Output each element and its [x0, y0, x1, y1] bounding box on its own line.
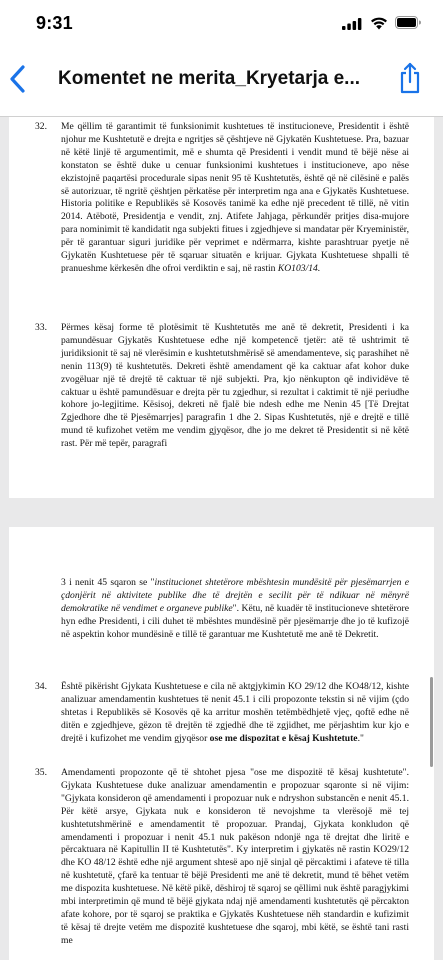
cellular-signal-icon — [342, 18, 362, 30]
paragraph-number: 33. — [35, 322, 47, 333]
battery-icon — [395, 16, 421, 29]
status-bar — [0, 0, 443, 44]
paragraph-number: 34. — [35, 681, 47, 692]
quoted-text: institucionet shtetërore mbështesin mundësitë për pjesëmarrjen e çdonjërit në aktivitete publike dhe të drejtën e secilit për të ndikuar në mënyrë demokratike në vendimet e organeve publike — [61, 577, 409, 614]
paragraph-text: Amendamenti propozonte që të shtohet pjesa "ose me dispozitë të kësaj kushtetute". Gjykata Kushtetuese duke analizuar amendamentin e propozuar sqaronte si në vijim: "Gjykata konsideron që amendamenti i propozuar nuk e ndryshon substancën e nenit 45.1. Për këtë arsye, Gjykata nuk e konsideron të nevojshme ta vlerësojë më tej kushtetutshmërinë e amendamentit të propozuar. Prandaj, Gjykata konkludon që amendamenti i propozuar i nenit 45.1 nuk pakëson ndonjë nga të drejtat dhe liritë e përcaktuara në Kapitullin II të Kushtetutës". Ky interpretim i gjykatës në rastin KO29/12 dhe KO 48/12 është edhe një argument shtesë apo një sinjal që përcaktimi i afateve të tilla në kushtetutë, çfarë ka tentuar të bëjë Presidenti me anë të dekretit, mund të bëhet vetëm me dispozita kushtetuese. Në këtë pikë, dëshiroj të sqaroj se qëllimi nuk është paragjykimi mbi interpretimin që mund të bëjë gjykata ndaj një amendamenti kushtetutës që përcakton afate kohore, por të sqaroj se praktika e Gjykatës Kushtetuese nëh standardin e kufizimit të kësaj të drejte vetëm me dispozitë kushtetuese dhe sqaroj, mbi këtë, se është tani rasti me — [61, 767, 409, 946]
paragraph-text: Është pikërisht Gjykata Kushtetuese e cila në aktgjykimin KO 29/12 dhe KO48/12, kishte analizuar amendamentin kushtetues të nenit 45.1 i cili propozonte tekstin si në vijim (çdo shtetas i Republikës së Kosovës që ka arritur moshën tetëmbëdhjetë vjeç, qoftë edhe në ditën e zgjedhjeve, gëzon të drejtën të zgjedhë dhe të zgjidhet, me përjashtim kur kjo e drejtë i kufizohet me vendim gjyqësor ose me dispozitat e kësaj Kushtetute." — [61, 681, 409, 744]
paragraph-34 — [35, 681, 409, 746]
case-reference: KO103/14. — [277, 262, 321, 274]
scroll-indicator[interactable] — [430, 677, 433, 767]
navigation-bar — [0, 44, 443, 117]
wifi-icon — [370, 16, 388, 30]
document-title: Komentet ne merita_Kryetarja e... — [58, 68, 361, 89]
paragraph-35 — [35, 767, 409, 948]
paragraph-number: 32. — [35, 121, 47, 132]
document-page-1 — [9, 117, 434, 498]
continued-paragraph: 3 i nenit 45 sqaron se "institucionet shtetërore mbështesin mundësitë për pjesëmarrjen e çdonjërit në aktivitete publike dhe të drejtën e secilit për të ndikuar në mënyrë demokratike në vendimet e organeve publike". Këtu, në kuadër të institucioneve shtetërore hyn edhe Presidenti, i cili duhet të mbështes mundësinë për pjesëmarrje dhe jo të kufizojë në aspektin kohor mundësinë e tillë të garantuar me Kushtetutë me anë të Dekretit. — [61, 577, 409, 640]
paragraph-33 — [35, 322, 409, 451]
back-chevron-icon[interactable] — [6, 64, 30, 94]
document-page-2 — [9, 527, 434, 960]
paragraph-text: Me qëllim të garantimit të funksionimit kushtetues të institucioneve, Presidentit i është njohur me Kushtetutë e drejta e ngritjes së çështjeve në Gjykatën Kushtetuese. Pra, bazuar në këtë linjë të argumentimit, më e shumta që Presidenti i vendit mund të bëjë nëse ai konstaton se është duke u cenuar funksionimi kushtetues i institucioneve, apo nëse ekzistojnë paqartësi procedurale sipas nenit 95 të Kushtetutës, është që në cilësinë e palës së autorizuar, të ngritë çështjen përkatëse për interpretim nga ana e Gjykatës Kushtetuese. Historia politike e Republikës së Kosovës tanimë ka edhe një precedent të tillë, në vitin 2014. Atëbotë, Presidentja e vendit, znj. Atifete Jahjaga, përkundër pritjes disa-mujore para nominimit të kandidatit nga subjekti fitues i zgjedhjeve si mandatar për Kryeministër, për të garantuar siguri juridike për veprimet e ndërmarra, kishte parashtruar pyetje në Gjykatën Kushtetuese për të sqaruar situatën e krijuar. Gjykata Kushtetuese shpalli të pranueshme kërkesën dhe ofroi verdiktin e saj, në rastin KO103/14. — [61, 121, 409, 274]
paragraph-number: 35. — [35, 767, 47, 778]
bold-phrase: ose me dispozitat e kësaj Kushtetute — [209, 732, 358, 744]
share-icon[interactable] — [397, 62, 423, 94]
status-time: 9:31 — [36, 13, 73, 33]
paragraph-32 — [35, 121, 409, 276]
paragraph-text: Përmes kësaj forme të plotësimit të Kushtetutës me anë të dekretit, Presidenti i ka pamundësuar Gjykatës Kushtetuese edhe një kompetencë tjetër: atë të ushtrimit të juridiksionit të saj në vlerësimin e kushtetutshmërisë së amendamenteve, siç parashihet në nenin 113(9) të kushtetutës. Dekreti është amendament që ka caktuar afat kohor duke zvogëluar një të drejtë të caktuar të një subjekti. Pra, kjo nënkupton që individëve të caktuar u është pamundësuar e drejta për tu zgjedhur, si rezultat i caktimit të një periudhe kohore jo-legjitime. Kësisoj, dekreti në fjalë bie ndesh edhe me Nenin 45 [Të Drejtat Zgjedhore dhe të Pjesëmarrjes] paragrafin 1 dhe 2. Sipas Kushtetutës, një e drejtë e tillë mund të kufizohet vetëm me vendim gjyqësor, dhe jo me dekret të Presidentit si në këtë rast. Për më tepër, paragrafi — [61, 322, 409, 450]
